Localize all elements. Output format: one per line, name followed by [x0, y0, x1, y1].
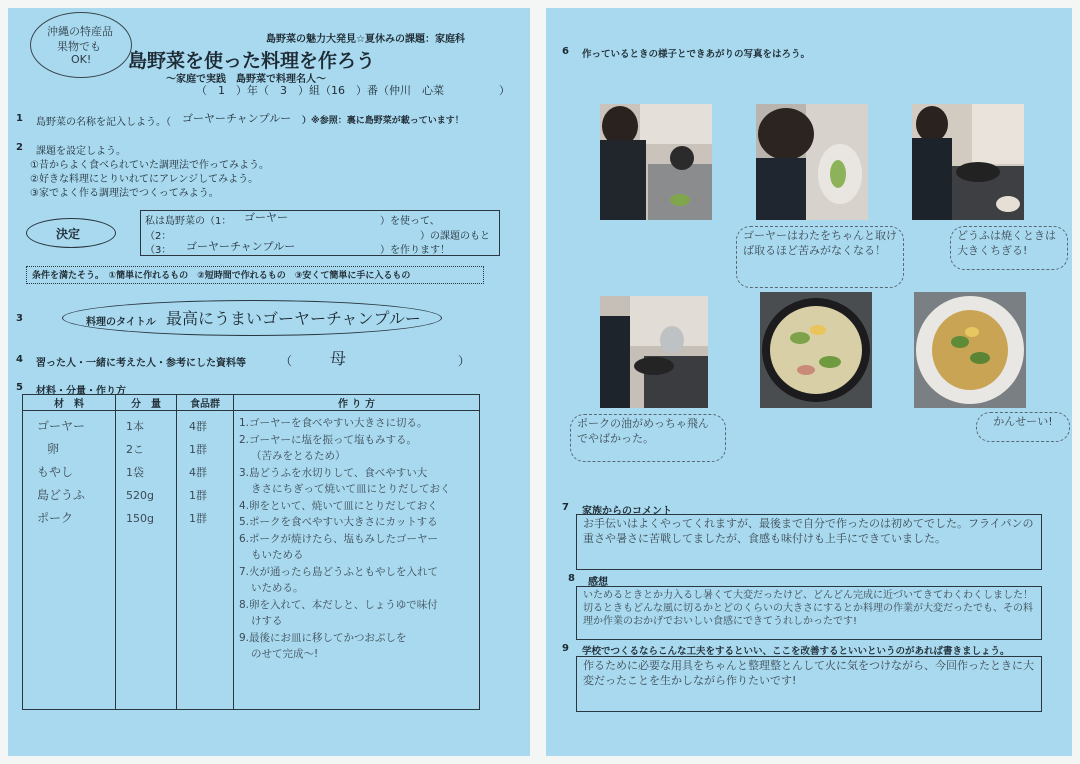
photo-pan-stir-fry	[760, 292, 872, 408]
food-group-4: 1群	[189, 512, 207, 525]
q4-bracket-open: （	[280, 354, 293, 368]
class-line: （ 1 ）年（ 3 ）組（16 ）番（仲川 心菜 ）	[196, 84, 510, 97]
q8-reflection-box: いためるときとか力入るし暑くて大変だったけど、どんどん完成に近づいてきてわくわくしました！切るときもどんな風に切るかとどのくらいの大きさにするとか料理の作業が大変だったでも、その料理か作業のおかげでおいしい食感にできてうれしかったです!	[576, 586, 1042, 640]
step-6: 5.ポークを食べやすい大きさにカットする	[239, 516, 438, 528]
step-5: 4.卵をといて、焼いて皿にとりだしておく	[239, 499, 438, 512]
decision-line-3-answer: ゴーヤーチャンプルー	[186, 240, 296, 253]
step-10: いためる。	[251, 582, 304, 594]
note-line-1: 沖縄の特産品	[47, 25, 113, 38]
q9-improvement-box: 作るために必要な用具をちゃんと整理整とんして火に気をつけながら、今回作ったときに大変だったことを生かしながら作りたいです!	[576, 656, 1042, 712]
quantity-0: 1本	[126, 420, 144, 433]
q3-number: 3	[16, 313, 23, 324]
ingredient-column	[23, 411, 116, 710]
handwritten-note-bubble	[30, 12, 132, 78]
note-line-2: 果物でも	[57, 40, 101, 53]
ingredient-0: ゴーヤー	[37, 419, 86, 433]
photo-adding-pork	[600, 296, 708, 408]
col-ingredient: 材 料	[23, 395, 116, 411]
food-group-column	[177, 411, 234, 710]
q7-comment-box: お手伝いはよくやってくれますが、最後まで自分で作ったのは初めてでした。フライパンの重さや暑さに苦戦してましたが、食感も味付けも上手にできていました。	[576, 514, 1042, 570]
photo-frying-tofu	[912, 104, 1024, 220]
ingredient-2: もやし	[37, 465, 74, 479]
q1-label: 島野菜の名称を記入しよう。（	[36, 117, 171, 128]
q1-note: ）※参照：裏に島野菜が載っています！	[302, 116, 464, 126]
step-7: 6.ポークが焼けたら、塩もみしたゴーヤー	[239, 532, 439, 545]
quantity-2: 1袋	[126, 466, 144, 479]
q2-option-3: ③家でよく作る調理法でつくってみよう。	[30, 188, 219, 199]
quantity-1: 2こ	[126, 443, 144, 456]
step-4: きさにちぎって焼いて皿にとりだしておく	[251, 483, 451, 495]
q8-number: 8	[568, 573, 575, 584]
decision-line-1-answer: ゴーヤー	[244, 211, 288, 224]
caption-finished: かんせーい!	[976, 412, 1070, 442]
caption-pork-oil: ポークの油がめっちゃ飛んでやばかった。	[570, 414, 726, 462]
decision-label: 決定	[56, 227, 81, 241]
decision-line-1-prefix: 私は島野菜の（1：	[145, 216, 232, 227]
food-group-1: 1群	[189, 443, 207, 456]
subject-line: 島野菜の魅力大発見☆夏休みの課題：家庭科	[266, 34, 465, 45]
q5-number: 5	[16, 382, 23, 393]
step-2: （苦みをとるため）	[251, 450, 346, 462]
q7-number: 7	[562, 502, 569, 513]
decision-line-3-prefix: （3：	[145, 245, 172, 256]
q9-number: 9	[562, 643, 569, 654]
caption-goya-pith: ゴーヤーはわたをちゃんと取けば取るほど苦みがなくなる！	[736, 226, 904, 288]
photo-cutting-goya	[600, 104, 712, 220]
ingredient-1: 卵	[47, 442, 60, 456]
col-food-group: 食品群	[177, 395, 234, 411]
q7-label: 家族からのコメント	[582, 506, 672, 517]
ingredients-table	[22, 394, 480, 710]
method-column	[234, 411, 480, 710]
step-12: けする	[251, 615, 283, 627]
q4-answer: 母	[330, 349, 347, 368]
decision-line-3-suffix: ）を作ります！	[380, 245, 450, 256]
quantity-4: 150g	[126, 512, 154, 525]
conditions-text: 条件を満たそう。 ①簡単に作れるもの ②短時間で作れるもの ③安くて簡単に手に入るもの	[32, 271, 411, 281]
q4-bracket-close: ）	[458, 354, 471, 368]
step-0: 1.ゴーヤーを食べやすい大きさに切る。	[239, 417, 428, 429]
q4-label: 習った人・一緒に考えた人・参考にした資料等	[36, 358, 246, 369]
q1-number: 1	[16, 113, 23, 124]
q2-option-2: ②好きな料理にとりいれてにアレンジしてみよう。	[30, 174, 259, 185]
step-3: 3.島どうふを水切りして、食べやすい大	[239, 466, 428, 479]
photo-finished-dish	[914, 292, 1026, 408]
note-line-3: OK!	[71, 53, 92, 66]
photo-removing-pith	[756, 104, 868, 220]
decision-line-1-suffix: ）を使って、	[380, 216, 440, 227]
step-14: のせて完成～!	[251, 648, 319, 660]
quantity-column	[116, 411, 177, 710]
decision-line-2-prefix: （2：	[145, 231, 172, 242]
q8-label: 感想	[588, 577, 608, 588]
step-1: 2.ゴーヤーに塩を振って塩もみする。	[239, 433, 418, 446]
q3-label: 料理のタイトル	[86, 317, 156, 328]
step-11: 8.卵を入れて、本だしと、しょうゆで味付	[239, 598, 438, 611]
q2-label: 課題を設定しよう。	[36, 146, 126, 157]
q4-number: 4	[16, 354, 23, 365]
step-8: もいためる	[251, 549, 304, 561]
step-9: 7.火が通ったら島どうふともやしを入れて	[239, 565, 439, 578]
q2-option-1: ①昔からよく食べられていた調理法で作ってみよう。	[30, 160, 269, 171]
ingredient-4: ポーク	[37, 511, 74, 525]
quantity-3: 520g	[126, 489, 154, 502]
food-group-0: 4群	[189, 420, 207, 433]
food-group-3: 1群	[189, 489, 207, 502]
decision-line-2-suffix: ）の課題のもと	[420, 231, 490, 242]
food-group-2: 4群	[189, 466, 207, 479]
step-13: 9.最後にお皿に移してかつおぶしを	[239, 631, 407, 644]
q3-answer: 最高にうまいゴーヤーチャンプルー	[166, 309, 421, 328]
q5-label: 材料・分量・作り方	[36, 386, 126, 397]
q6-number: 6	[562, 46, 569, 57]
caption-tofu: どうふは焼くときは大きくちぎる!	[950, 226, 1068, 270]
q6-label: 作っているときの様子とできあがりの写真をはろう。	[582, 49, 811, 60]
q1-answer: ゴーヤーチャンプルー	[182, 112, 292, 125]
page-title: 島野菜を使った料理を作ろう	[128, 50, 376, 72]
ingredient-3: 島どうふ	[37, 488, 86, 502]
q2-number: 2	[16, 142, 23, 153]
page-subtitle: ～家庭で実践 島野菜で料理名人～	[166, 74, 326, 85]
col-method: 作 り 方	[234, 395, 480, 411]
q9-label: 学校でつくるならこんな工夫をするといい、ここを改善するといいというのがあれば書きましょう。	[582, 646, 1010, 657]
col-quantity: 分 量	[116, 395, 177, 411]
